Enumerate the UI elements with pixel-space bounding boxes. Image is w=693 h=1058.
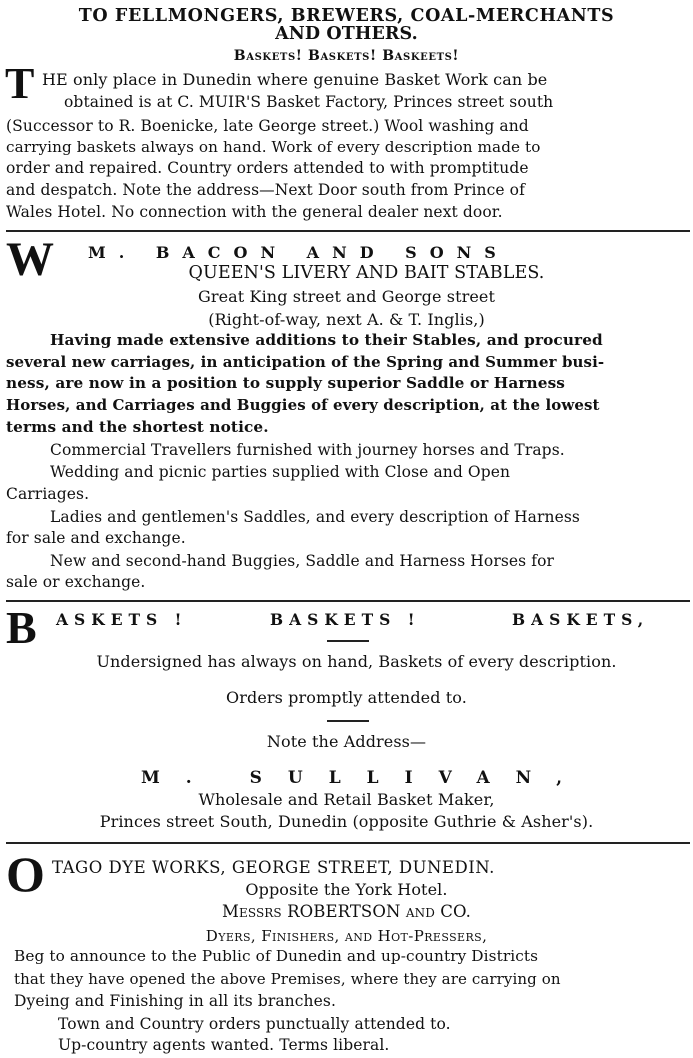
ad1-heading: TO FELLMONGERS, BREWERS, COAL-MERCHANTS	[78, 6, 615, 26]
ad4-line-4: Town and Country orders punctually attended to.	[58, 1015, 451, 1033]
ad2-heading-2: QUEEN'S LIVERY AND BAIT STABLES.	[188, 263, 545, 283]
ad4-trade: Dyers, Finishers, and Hot-Pressers,	[205, 927, 488, 945]
ad3-heading-b: BASKETS !	[270, 610, 421, 629]
ad1-line-2: obtained is at C. MUIR'S Basket Factory, Princes street south	[64, 93, 554, 111]
ad1-line-4: carrying baskets always on hand. Work of every description made to	[6, 138, 541, 156]
ad4-line-1: Beg to announce to the Public of Dunedin and up-country Districts	[14, 947, 539, 965]
ad2-heading: M. BACON AND SONS	[88, 243, 509, 262]
ad3-line-2: Orders promptly attended to.	[226, 688, 467, 707]
ad4-line-5: Up-country agents wanted. Terms liberal.	[58, 1036, 390, 1054]
ad3-line-3: Note the Address—	[266, 732, 427, 751]
ad4-dropcap: O	[6, 846, 45, 902]
ad3-heading-a: ASKETS !	[56, 610, 188, 629]
ad2-line-6: Commercial Travellers furnished with journey horses and Traps.	[50, 441, 565, 459]
ad2-line-4: Horses, and Carriages and Buggies of every description, at the lowest	[6, 396, 600, 414]
ad2-line-12: sale or exchange.	[6, 573, 146, 591]
ad3-short-rule-1	[327, 640, 369, 642]
ad2-dropcap: W	[6, 233, 54, 286]
ad4-firm: Messrs ROBERTSON and CO.	[221, 902, 472, 921]
ad2-line-1: Having made extensive additions to their Stables, and procured	[50, 331, 603, 349]
ad1-subheading: Baskets! Baskets! Baskeets!	[233, 48, 460, 64]
ad2-line-11: New and second-hand Buggies, Saddle and Harness Horses for	[50, 552, 555, 570]
ad3-dropcap: B	[6, 602, 37, 653]
ad2-line-10: for sale and exchange.	[6, 529, 186, 547]
separator-rule-1	[6, 230, 690, 232]
ad3-name: M. SULLIVAN,	[140, 768, 589, 788]
ad3-heading-c: BASKETS,	[512, 610, 650, 629]
ad1-line-5: order and repaired. Country orders attended to with promptitude	[6, 159, 529, 177]
ad1-dropcap: T	[5, 59, 35, 108]
separator-rule-2	[6, 600, 690, 602]
ad2-line-8: Carriages.	[6, 485, 90, 503]
separator-rule-3	[6, 842, 690, 844]
ad4-line-2: that they have opened the above Premises, where they are carrying on	[14, 970, 561, 988]
ad1-line-1: HE only place in Dunedin where genuine Basket Work can be	[42, 70, 548, 89]
ad2-address-2: (Right-of-way, next A. & T. Inglis,)	[208, 310, 485, 329]
ad4-line-3: Dyeing and Finishing in all its branches.	[14, 992, 336, 1010]
ad1-line-3: (Successor to R. Boenicke, late George street.) Wool washing and	[6, 117, 529, 135]
ad2-line-7: Wedding and picnic parties supplied with Close and Open	[50, 463, 511, 481]
ad4-heading: TAGO DYE WORKS, GEORGE STREET, DUNEDIN.	[52, 858, 495, 877]
ad2-line-9: Ladies and gentlemen's Saddles, and every description of Harness	[50, 508, 580, 526]
ad4-heading-2: Opposite the York Hotel.	[245, 880, 448, 899]
ad2-line-3: ness, are now in a position to supply superior Saddle or Harness	[6, 374, 565, 392]
ad2-line-2: several new carriages, in anticipation of the Spring and Summer busi-	[6, 353, 605, 371]
ad1-line-7: Wales Hotel. No connection with the general dealer next door.	[6, 203, 503, 221]
ad2-line-5: terms and the shortest notice.	[6, 418, 269, 436]
ad3-short-rule-2	[327, 720, 369, 722]
ad2-address-1: Great King street and George street	[197, 287, 496, 306]
ad3-address: Princes street South, Dunedin (opposite Guthrie & Asher's).	[99, 812, 594, 831]
ad1-heading-2: AND OTHERS.	[275, 24, 418, 44]
ad3-line-1: Undersigned has always on hand, Baskets of every description.	[96, 652, 617, 671]
ad3-title: Wholesale and Retail Basket Maker,	[198, 790, 495, 809]
ad1-line-6: and despatch. Note the address—Next Door south from Prince of	[6, 181, 525, 199]
